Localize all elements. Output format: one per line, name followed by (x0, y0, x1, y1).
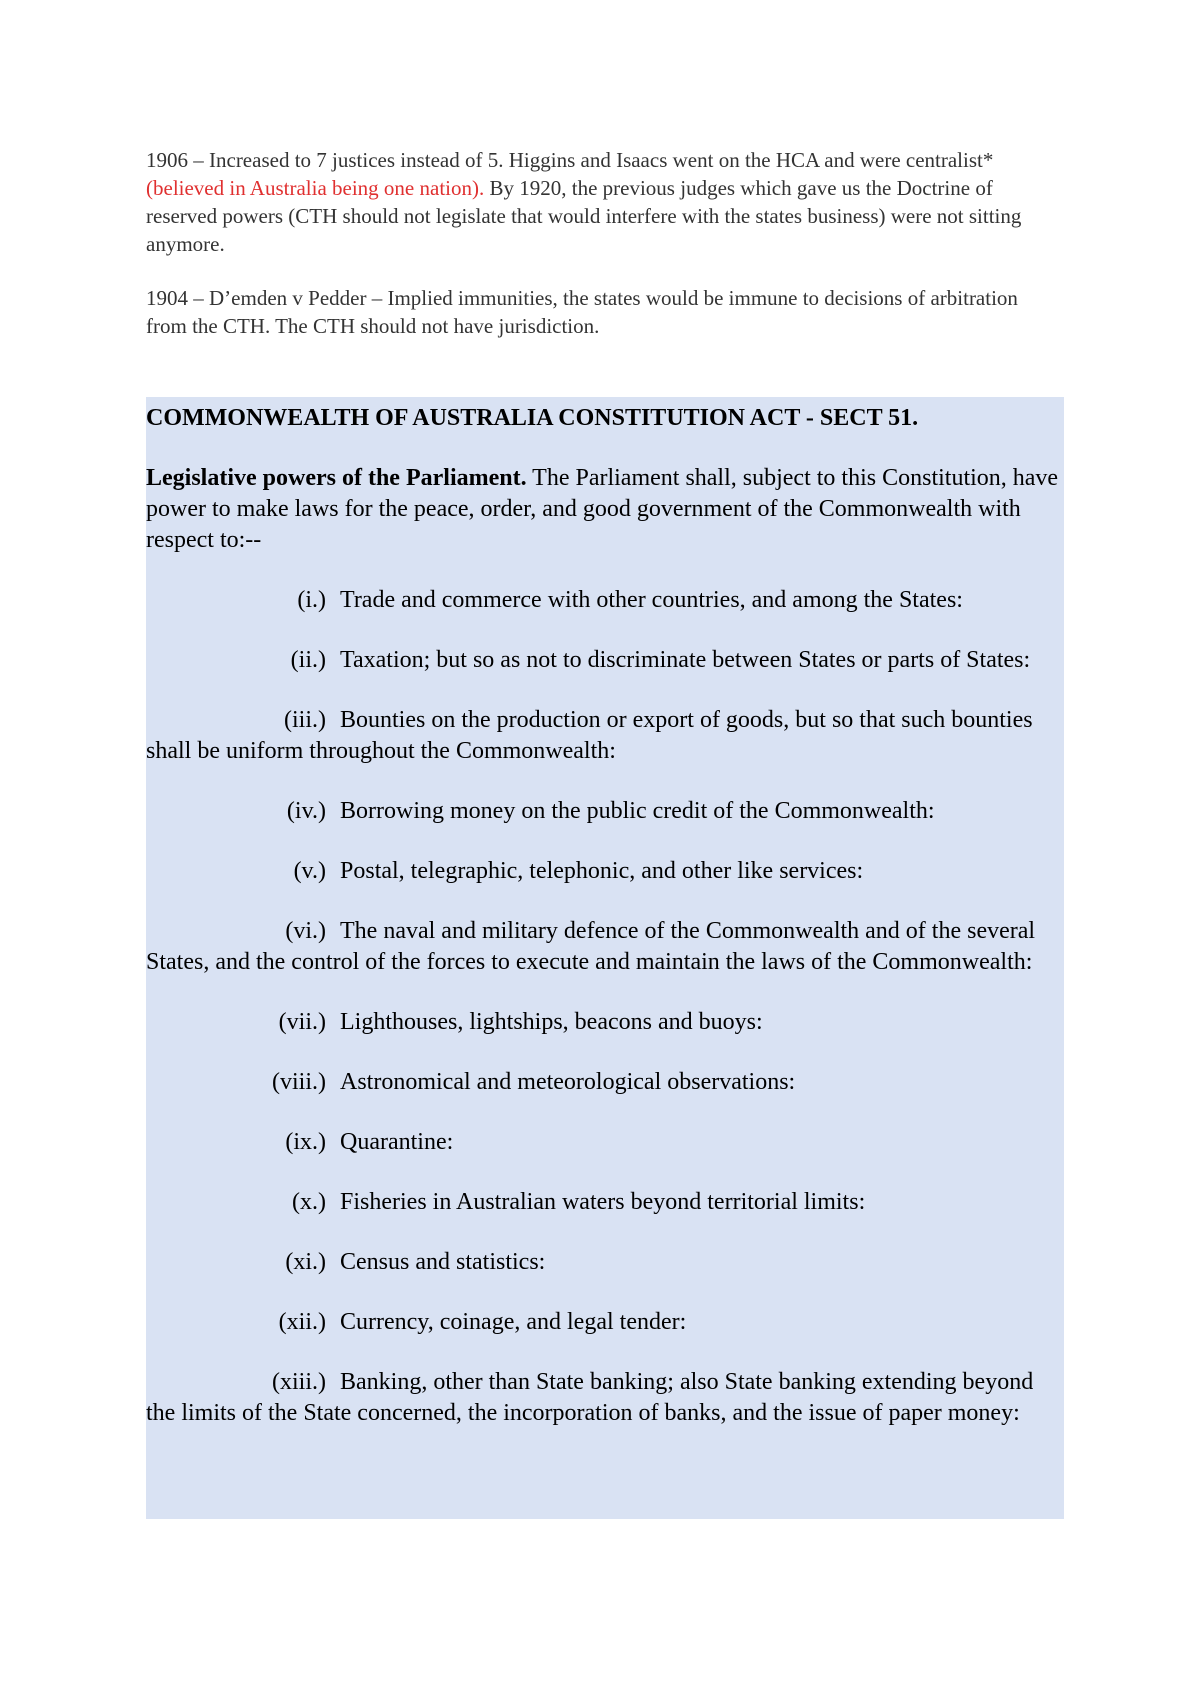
item-text: Astronomical and meteorological observations: (340, 1069, 796, 1095)
section-item (146, 1367, 1064, 1429)
item-number: (xi.) (285, 1249, 326, 1275)
section-intro-title: Legislative powers of the Parliament. (146, 465, 527, 491)
section-intro (146, 463, 1064, 556)
item-text: Bounties on the production or export of goods, but so that such bounties shall be uniform throughout the Commonwealth: (146, 707, 1033, 764)
item-number: (i.) (297, 587, 326, 613)
section-item (146, 645, 1064, 676)
item-number: (vii.) (278, 1009, 326, 1035)
item-text: Banking, other than State banking; also State banking extending beyond the limits of the State concerned, the incorporation of banks, and the issue of paper money: (146, 1369, 1034, 1426)
item-text: Taxation; but so as not to discriminate between States or parts of States: (340, 647, 1031, 673)
item-number: (v.) (293, 858, 326, 884)
section-heading: COMMONWEALTH OF AUSTRALIA CONSTITUTION ACT - SECT 51. (146, 405, 919, 431)
item-number: (vi.) (285, 918, 326, 944)
item-text: Postal, telegraphic, telephonic, and other like services: (340, 858, 864, 884)
item-number: (ix.) (285, 1129, 326, 1155)
item-text: Lighthouses, lightships, beacons and buoys: (340, 1009, 763, 1035)
note-1906-continuation: By 1920, the previous judges which gave us the Doctrine of reserved powers (CTH should not legislate that would interfere with the states business) were not sitting anymore. (146, 176, 1022, 256)
study-notes (146, 146, 1056, 366)
section-item (146, 916, 1064, 978)
item-text: Census and statistics: (340, 1249, 546, 1275)
section-item (146, 585, 1064, 616)
section-item (146, 1007, 1064, 1038)
item-text: Quarantine: (340, 1129, 454, 1155)
section-intro-text: The Parliament shall, subject to this Constitution, have power to make laws for the peace, order, and good government of the Commonwealth with respect to:-- (146, 465, 1059, 553)
section-item (146, 1127, 1064, 1158)
section-item (146, 1307, 1064, 1338)
item-number: (ii.) (290, 647, 326, 673)
item-number: (iv.) (286, 798, 326, 824)
item-number: (xiii.) (272, 1369, 326, 1395)
item-number: (xii.) (278, 1309, 326, 1335)
item-number: (x.) (292, 1189, 326, 1215)
note-1906 (146, 146, 1056, 258)
item-number: (iii.) (284, 707, 326, 733)
note-1906-annotation: (believed in Australia being one nation). (146, 176, 485, 200)
section-item (146, 1247, 1064, 1278)
section-item (146, 705, 1064, 767)
item-text: The naval and military defence of the Commonwealth and of the several States, and the control of the forces to execute and maintain the laws of the Commonwealth: (146, 918, 1036, 975)
item-text: Borrowing money on the public credit of the Commonwealth: (340, 798, 935, 824)
section-item (146, 796, 1064, 827)
item-number: (viii.) (272, 1069, 326, 1095)
section-item (146, 1187, 1064, 1218)
item-text: Trade and commerce with other countries, and among the States: (340, 587, 963, 613)
item-text: Fisheries in Australian waters beyond territorial limits: (340, 1189, 866, 1215)
section-item (146, 1067, 1064, 1098)
note-1906-text: 1906 – Increased to 7 justices instead of 5. Higgins and Isaacs went on the HCA and were centralist* (146, 148, 994, 172)
item-text: Currency, coinage, and legal tender: (340, 1309, 687, 1335)
note-1904: 1904 – D’emden v Pedder – Implied immunities, the states would be immune to decisions of arbitration from the CTH. The CTH should not have jurisdiction. (146, 286, 1018, 338)
constitution-section-51 (146, 397, 1064, 1519)
section-item (146, 856, 1064, 887)
